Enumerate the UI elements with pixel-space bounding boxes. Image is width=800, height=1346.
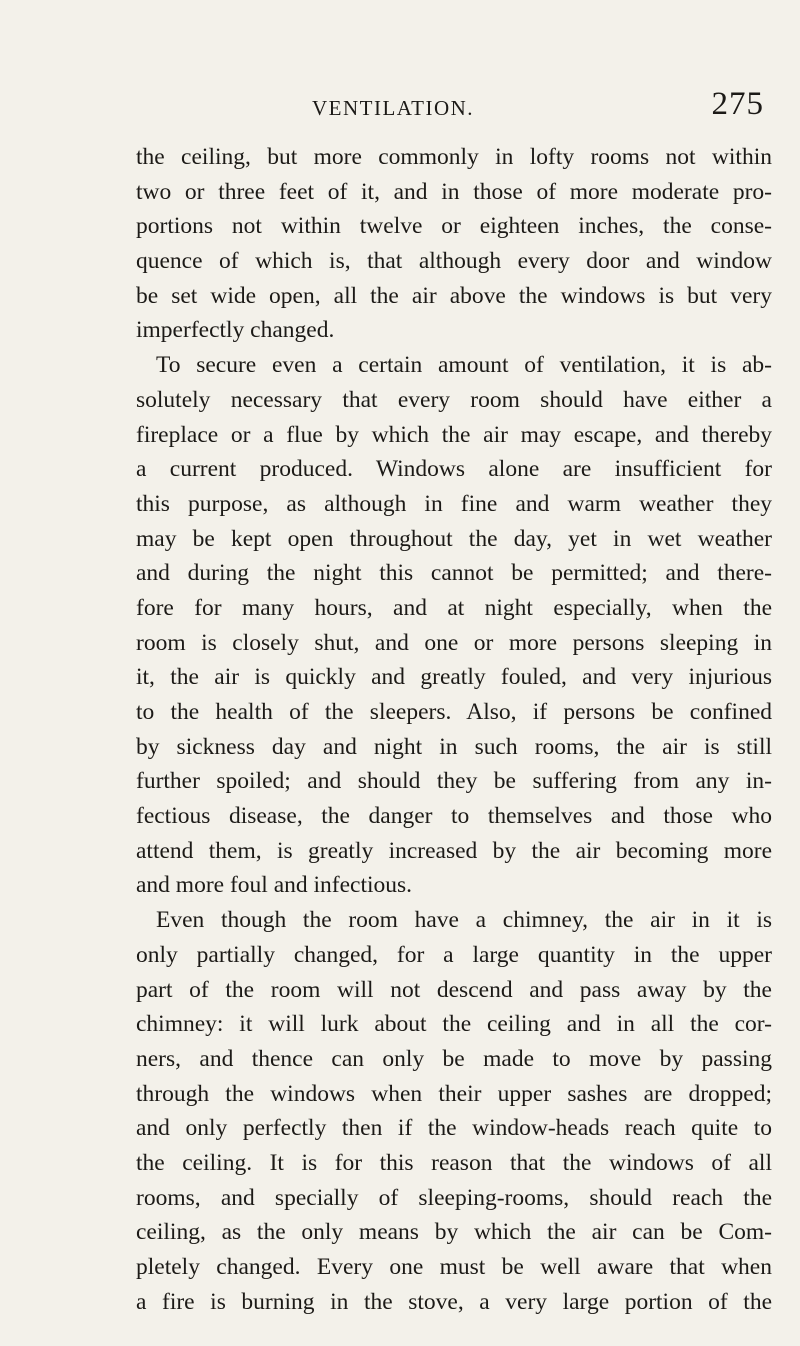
- text-line: portions not within twelve or eighteen inches, the conse-: [136, 213, 772, 240]
- text-line: imperfectly changed.: [136, 317, 335, 344]
- text-line: ceiling, as the only means by which the air can be Com-: [136, 1219, 772, 1246]
- text-line: only partially changed, for a large quantity in the upper: [136, 941, 772, 968]
- text-line: room is closely shut, and one or more persons sleeping in: [136, 629, 772, 656]
- text-line: be set wide open, all the air above the windows is but very: [136, 282, 772, 309]
- text-line: part of the room will not descend and pass away by the: [136, 976, 772, 1003]
- text-line: the ceiling, but more commonly in lofty rooms not within: [136, 144, 772, 170]
- body-text: [136, 140, 772, 1319]
- text-line: fectious disease, the danger to themselves and those who: [136, 803, 772, 830]
- text-line: rooms, and specially of sleeping-rooms, should reach the: [136, 1184, 772, 1211]
- text-line: fireplace or a flue by which the air may escape, and thereby: [136, 421, 772, 448]
- text-line: may be kept open throughout the day, yet in wet weather: [136, 525, 772, 552]
- running-head: [140, 86, 770, 128]
- text-line: a current produced. Windows alone are insufficient for: [136, 456, 772, 483]
- text-line: quence of which is, that although every door and window: [136, 248, 772, 275]
- text-line: to the health of the sleepers. Also, if persons be confined: [136, 699, 772, 725]
- text-line: it, the air is quickly and greatly fouled, and very injurious: [136, 664, 772, 691]
- running-title: VENTILATION.: [312, 96, 475, 120]
- text-line: a fire is burning in the stove, a very large portion of the: [136, 1288, 772, 1315]
- text-line: further spoiled; and should they be suffering from any in-: [136, 768, 772, 795]
- text-line: Even though the room have a chimney, the air in it is: [156, 907, 772, 934]
- text-line: To secure even a certain amount of ventilation, it is ab-: [156, 352, 772, 379]
- text-line: two or three feet of it, and in those of more moderate pro-: [136, 178, 772, 205]
- text-line: and only perfectly then if the window-heads reach quite to: [136, 1115, 772, 1142]
- text-line: ners, and thence can only be made to move by passing: [136, 1045, 772, 1072]
- text-line: and during the night this cannot be permitted; and there-: [136, 560, 772, 587]
- text-line: chimney: it will lurk about the ceiling and in all the cor-: [136, 1011, 772, 1038]
- page-number: 275: [711, 86, 764, 122]
- text-line: through the windows when their upper sashes are dropped;: [136, 1080, 772, 1107]
- text-line: solutely necessary that every room should have either a: [136, 386, 772, 413]
- text-line: the ceiling. It is for this reason that the windows of all: [136, 1149, 772, 1176]
- text-line: fore for many hours, and at night especially, when the: [136, 594, 772, 621]
- text-line: by sickness day and night in such rooms, the air is still: [136, 733, 772, 760]
- text-line: this purpose, as although in fine and warm weather they: [136, 490, 772, 517]
- text-line: and more foul and infectious.: [136, 872, 413, 899]
- text-line: attend them, is greatly increased by the air becoming more: [136, 837, 772, 864]
- text-line: pletely changed. Every one must be well aware that when: [136, 1254, 772, 1280]
